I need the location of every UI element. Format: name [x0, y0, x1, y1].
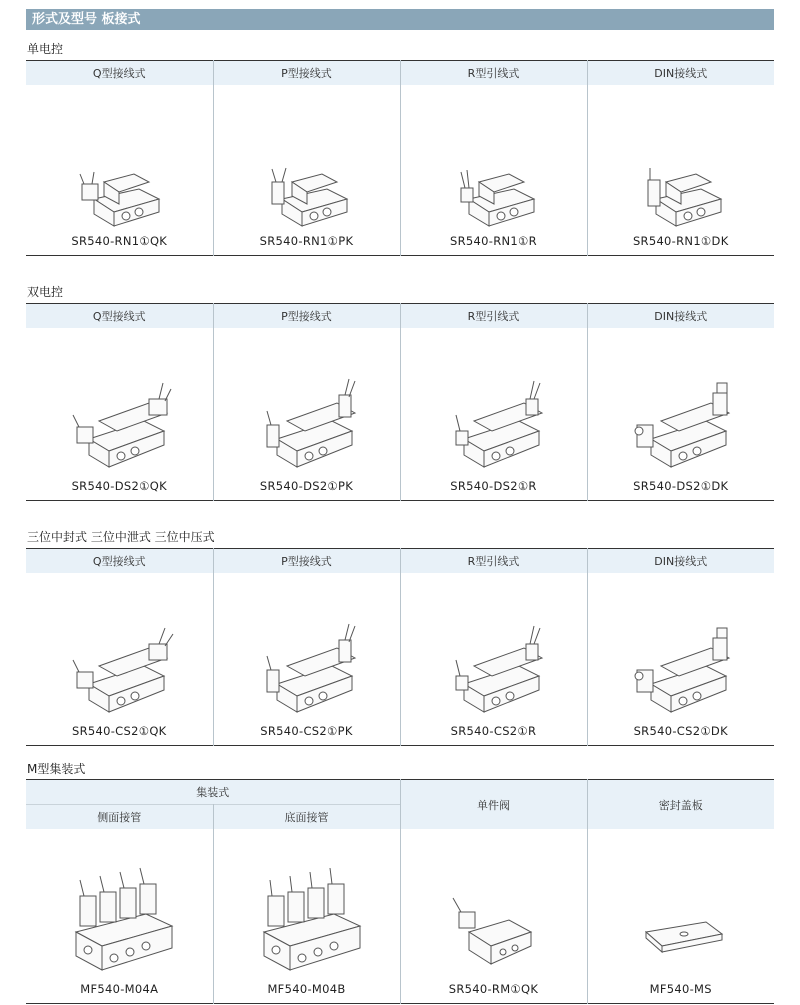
col-header-single-valve: 单件阀: [400, 780, 587, 830]
section-label-single: 单电控: [27, 42, 64, 56]
valve-three-r-image: [434, 614, 554, 724]
model-number: SR540-RM①QK: [448, 981, 539, 996]
page-title: 形式及型号 板接式: [26, 9, 774, 30]
section-label-three-position: 三位中封式 三位中泄式 三位中压式: [27, 530, 215, 544]
col-header-q: Q型接线式: [26, 61, 213, 86]
model-number: SR540-RN1①PK: [259, 233, 354, 248]
table-three-position: [26, 548, 774, 746]
valve-double-din-image: [621, 369, 741, 479]
col-header-r: R型引线式: [400, 304, 587, 329]
col-header-manifold-group: 集装式: [26, 780, 400, 805]
model-number: SR540-RN1①R: [450, 233, 537, 248]
table-single: [26, 60, 774, 256]
product-cell: [400, 85, 587, 255]
model-number: SR540-DS2①QK: [71, 478, 167, 493]
valve-double-p-image: [247, 369, 367, 479]
model-number: MF540-MS: [649, 981, 712, 996]
model-number: SR540-RN1①QK: [71, 233, 168, 248]
valve-single-manifold-image: [439, 872, 549, 982]
col-header-r: R型引线式: [400, 549, 587, 574]
model-number: MF540-M04A: [80, 981, 159, 996]
model-number: SR540-DS2①DK: [633, 478, 729, 493]
model-number: SR540-CS2①R: [450, 723, 537, 738]
model-number: SR540-DS2①PK: [259, 478, 354, 493]
product-cell: [587, 85, 774, 255]
valve-three-din-image: [621, 614, 741, 724]
product-cell: [26, 573, 213, 745]
col-header-q: Q型接线式: [26, 549, 213, 574]
col-header-r: R型引线式: [400, 61, 587, 86]
product-cell: [400, 328, 587, 500]
manifold-bottom-image: [242, 852, 372, 982]
col-header-side-port: 侧面接管: [26, 805, 213, 830]
valve-double-r-image: [434, 369, 554, 479]
col-header-din: DIN接线式: [587, 549, 774, 574]
col-header-q: Q型接线式: [26, 304, 213, 329]
cover-plate-image: [626, 892, 736, 982]
col-header-p: P型接线式: [213, 549, 400, 574]
table-double: [26, 303, 774, 501]
product-cell: [587, 829, 774, 1003]
model-number: SR540-CS2①DK: [633, 723, 728, 738]
product-cell: [400, 573, 587, 745]
model-number: SR540-DS2①R: [450, 478, 537, 493]
section-label-double: 双电控: [27, 285, 64, 299]
model-number: SR540-CS2①QK: [71, 723, 167, 738]
valve-single-p-image: [252, 154, 362, 234]
product-cell: [26, 85, 213, 255]
col-header-bottom-port: 底面接管: [213, 805, 400, 830]
product-cell: [400, 829, 587, 1003]
valve-double-q-image: [59, 369, 179, 479]
product-cell: [587, 328, 774, 500]
valve-three-p-image: [247, 614, 367, 724]
model-number: SR540-RN1①DK: [632, 233, 729, 248]
valve-single-q-image: [64, 154, 174, 234]
valve-single-r-image: [439, 154, 549, 234]
col-header-p: P型接线式: [213, 304, 400, 329]
model-number: MF540-M04B: [267, 981, 346, 996]
valve-single-din-image: [626, 154, 736, 234]
valve-three-q-image: [59, 614, 179, 724]
col-header-p: P型接线式: [213, 61, 400, 86]
manifold-side-image: [54, 852, 184, 982]
product-cell: [213, 85, 400, 255]
product-cell: [213, 573, 400, 745]
product-cell: [213, 829, 400, 1003]
product-cell: [26, 328, 213, 500]
col-header-cover-plate: 密封盖板: [587, 780, 774, 830]
col-header-din: DIN接线式: [587, 304, 774, 329]
section-label-manifold: M型集装式: [27, 762, 86, 776]
product-cell: [587, 573, 774, 745]
product-cell: [213, 328, 400, 500]
product-cell: [26, 829, 213, 1003]
col-header-din: DIN接线式: [587, 61, 774, 86]
table-manifold: [26, 779, 774, 1004]
model-number: SR540-CS2①PK: [260, 723, 353, 738]
